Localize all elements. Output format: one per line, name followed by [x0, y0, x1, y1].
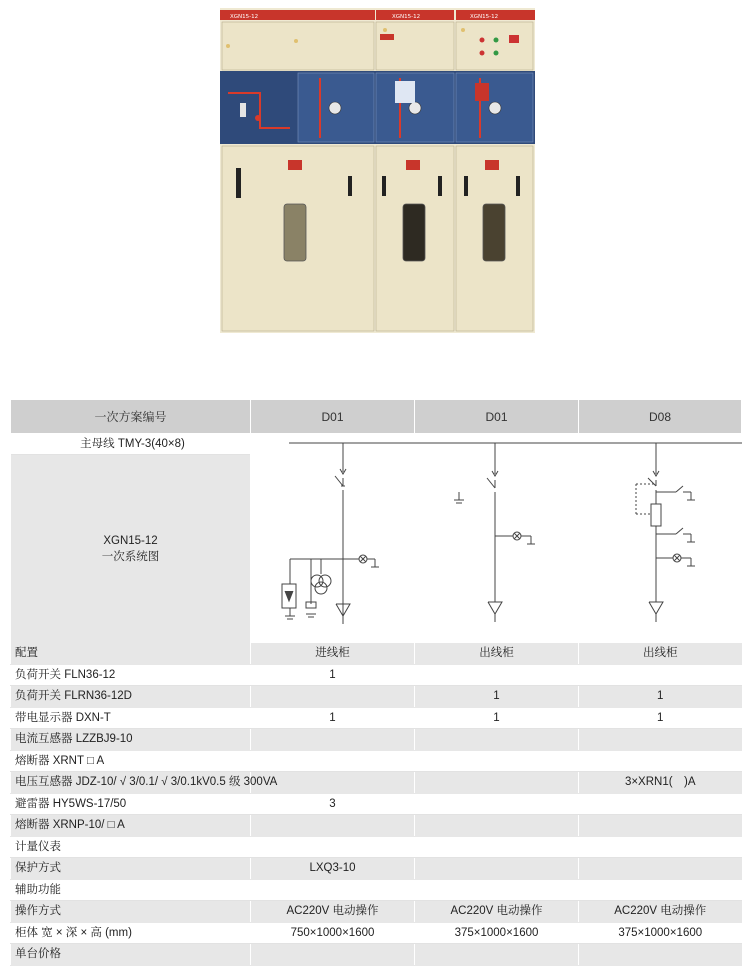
row-value-d08: 1 — [579, 707, 742, 729]
header-col-3: D08 — [579, 400, 742, 434]
row-label: 避雷器 HY5WS-17/50 — [11, 793, 251, 815]
row-value-d08 — [579, 729, 742, 751]
scheme-d08-outgoing — [636, 443, 695, 622]
scheme-d01-outgoing — [454, 443, 535, 622]
row-value-d01-out: 375×1000×1600 — [415, 922, 579, 944]
row-value-d01-out — [415, 772, 579, 794]
one-line-diagram — [251, 434, 742, 643]
row-value-d01-out: 出线柜 — [415, 643, 579, 664]
bus-label: 主母线 TMY-3(40×8) — [11, 434, 250, 455]
row-value-d08: AC220V 电动操作 — [579, 901, 742, 923]
row-value-d08 — [579, 944, 742, 966]
row-value-d01-in — [251, 729, 415, 751]
row-value-d01-out — [415, 729, 579, 751]
system-label-cell — [11, 434, 251, 651]
row-value-d01-out: AC220V 电动操作 — [415, 901, 579, 923]
row-label: 熔断器 XRNP-10/ □ A — [11, 815, 251, 837]
row-value-d08: 出线柜 — [579, 643, 742, 664]
row-value-d01-in — [251, 944, 415, 966]
row-label: 保护方式 — [11, 858, 251, 880]
system-model: XGN15-12 — [103, 535, 158, 547]
row-value-d01-in: AC220V 电动操作 — [251, 901, 415, 923]
scheme-d01-incoming — [282, 443, 379, 624]
header-label: 一次方案编号 — [11, 400, 251, 434]
table-row — [11, 901, 742, 923]
table-row — [11, 664, 742, 686]
table-row — [11, 858, 742, 880]
row-label: 电压互感器 JDZ-10/ √ 3/0.1/ √ 3/0.1kV0.5 级 300VA — [11, 772, 251, 794]
spec-rows — [10, 643, 742, 966]
one-line-diagram-cell — [251, 434, 742, 651]
row-label: 操作方式 — [11, 901, 251, 923]
row-value-d01-out — [415, 750, 579, 772]
row-label: 带电显示器 DXN-T — [11, 707, 251, 729]
row-value-d01-out — [415, 944, 579, 966]
table-row — [11, 815, 742, 837]
row-value-d01-out — [415, 793, 579, 815]
row-label: 单台价格 — [11, 944, 251, 966]
row-value-d01-out — [415, 815, 579, 837]
row-value-d01-out — [415, 879, 579, 901]
row-label: 电流互感器 LZZBJ9-10 — [11, 729, 251, 751]
row-value-d01-out — [415, 836, 579, 858]
row-value-d08 — [579, 879, 742, 901]
table-row — [11, 750, 742, 772]
row-value-d01-in — [251, 836, 415, 858]
row-value-d08 — [579, 858, 742, 880]
row-label: 负荷开关 FLRN36-12D — [11, 686, 251, 708]
row-value-d01-in: LXQ3-10 — [251, 858, 415, 880]
table-row — [11, 772, 742, 794]
row-value-d01-in — [251, 879, 415, 901]
row-value-d01-out: 1 — [415, 686, 579, 708]
table-row — [11, 686, 742, 708]
table-header-row — [11, 400, 742, 434]
row-value-d01-in: 1 — [251, 664, 415, 686]
row-value-d08: 1 — [579, 686, 742, 708]
row-label: 辅助功能 — [11, 879, 251, 901]
row-value-d01-out — [415, 858, 579, 880]
spec-table — [10, 399, 742, 651]
row-value-d01-in — [251, 815, 415, 837]
row-label: 计量仪表 — [11, 836, 251, 858]
panel-label-1: XGN15-12 — [230, 14, 259, 20]
row-value-d08: 3×XRN1( )A — [579, 772, 742, 794]
row-value-d01-in: 750×1000×1600 — [251, 922, 415, 944]
row-value-d01-in — [251, 686, 415, 708]
row-label: 配置 — [11, 643, 251, 664]
row-value-d01-in: 3 — [251, 793, 415, 815]
table-row — [11, 707, 742, 729]
row-label: 负荷开关 FLN36-12 — [11, 664, 251, 686]
header-col-2: D01 — [415, 400, 579, 434]
row-value-d01-in: 1 — [251, 707, 415, 729]
row-value-d01-in — [251, 750, 415, 772]
panel-label-2: XGN15-12 — [392, 14, 421, 20]
row-label: 熔断器 XRNT □ A — [11, 750, 251, 772]
table-row — [11, 922, 742, 944]
row-label: 柜体 宽 × 深 × 高 (mm) — [11, 922, 251, 944]
panel-label-3: XGN15-12 — [470, 14, 499, 20]
system-diagram-row — [11, 434, 742, 651]
row-value-d08 — [579, 664, 742, 686]
system-diagram-title: 一次系统图 — [101, 551, 160, 563]
row-value-d01-out: 1 — [415, 707, 579, 729]
table-row — [11, 879, 742, 901]
switchgear-cabinet-photo — [220, 8, 535, 333]
table-row — [11, 729, 742, 751]
row-value-d08 — [579, 750, 742, 772]
row-value-d01-out — [415, 664, 579, 686]
table-row — [11, 944, 742, 966]
table-row — [11, 836, 742, 858]
row-value-d08 — [579, 793, 742, 815]
row-value-d08 — [579, 836, 742, 858]
row-value-d01-in: 进线柜 — [251, 643, 415, 664]
row-value-d08: 375×1000×1600 — [579, 922, 742, 944]
row-value-d08 — [579, 815, 742, 837]
table-row — [11, 793, 742, 815]
table-row — [11, 643, 742, 664]
header-col-1: D01 — [251, 400, 415, 434]
